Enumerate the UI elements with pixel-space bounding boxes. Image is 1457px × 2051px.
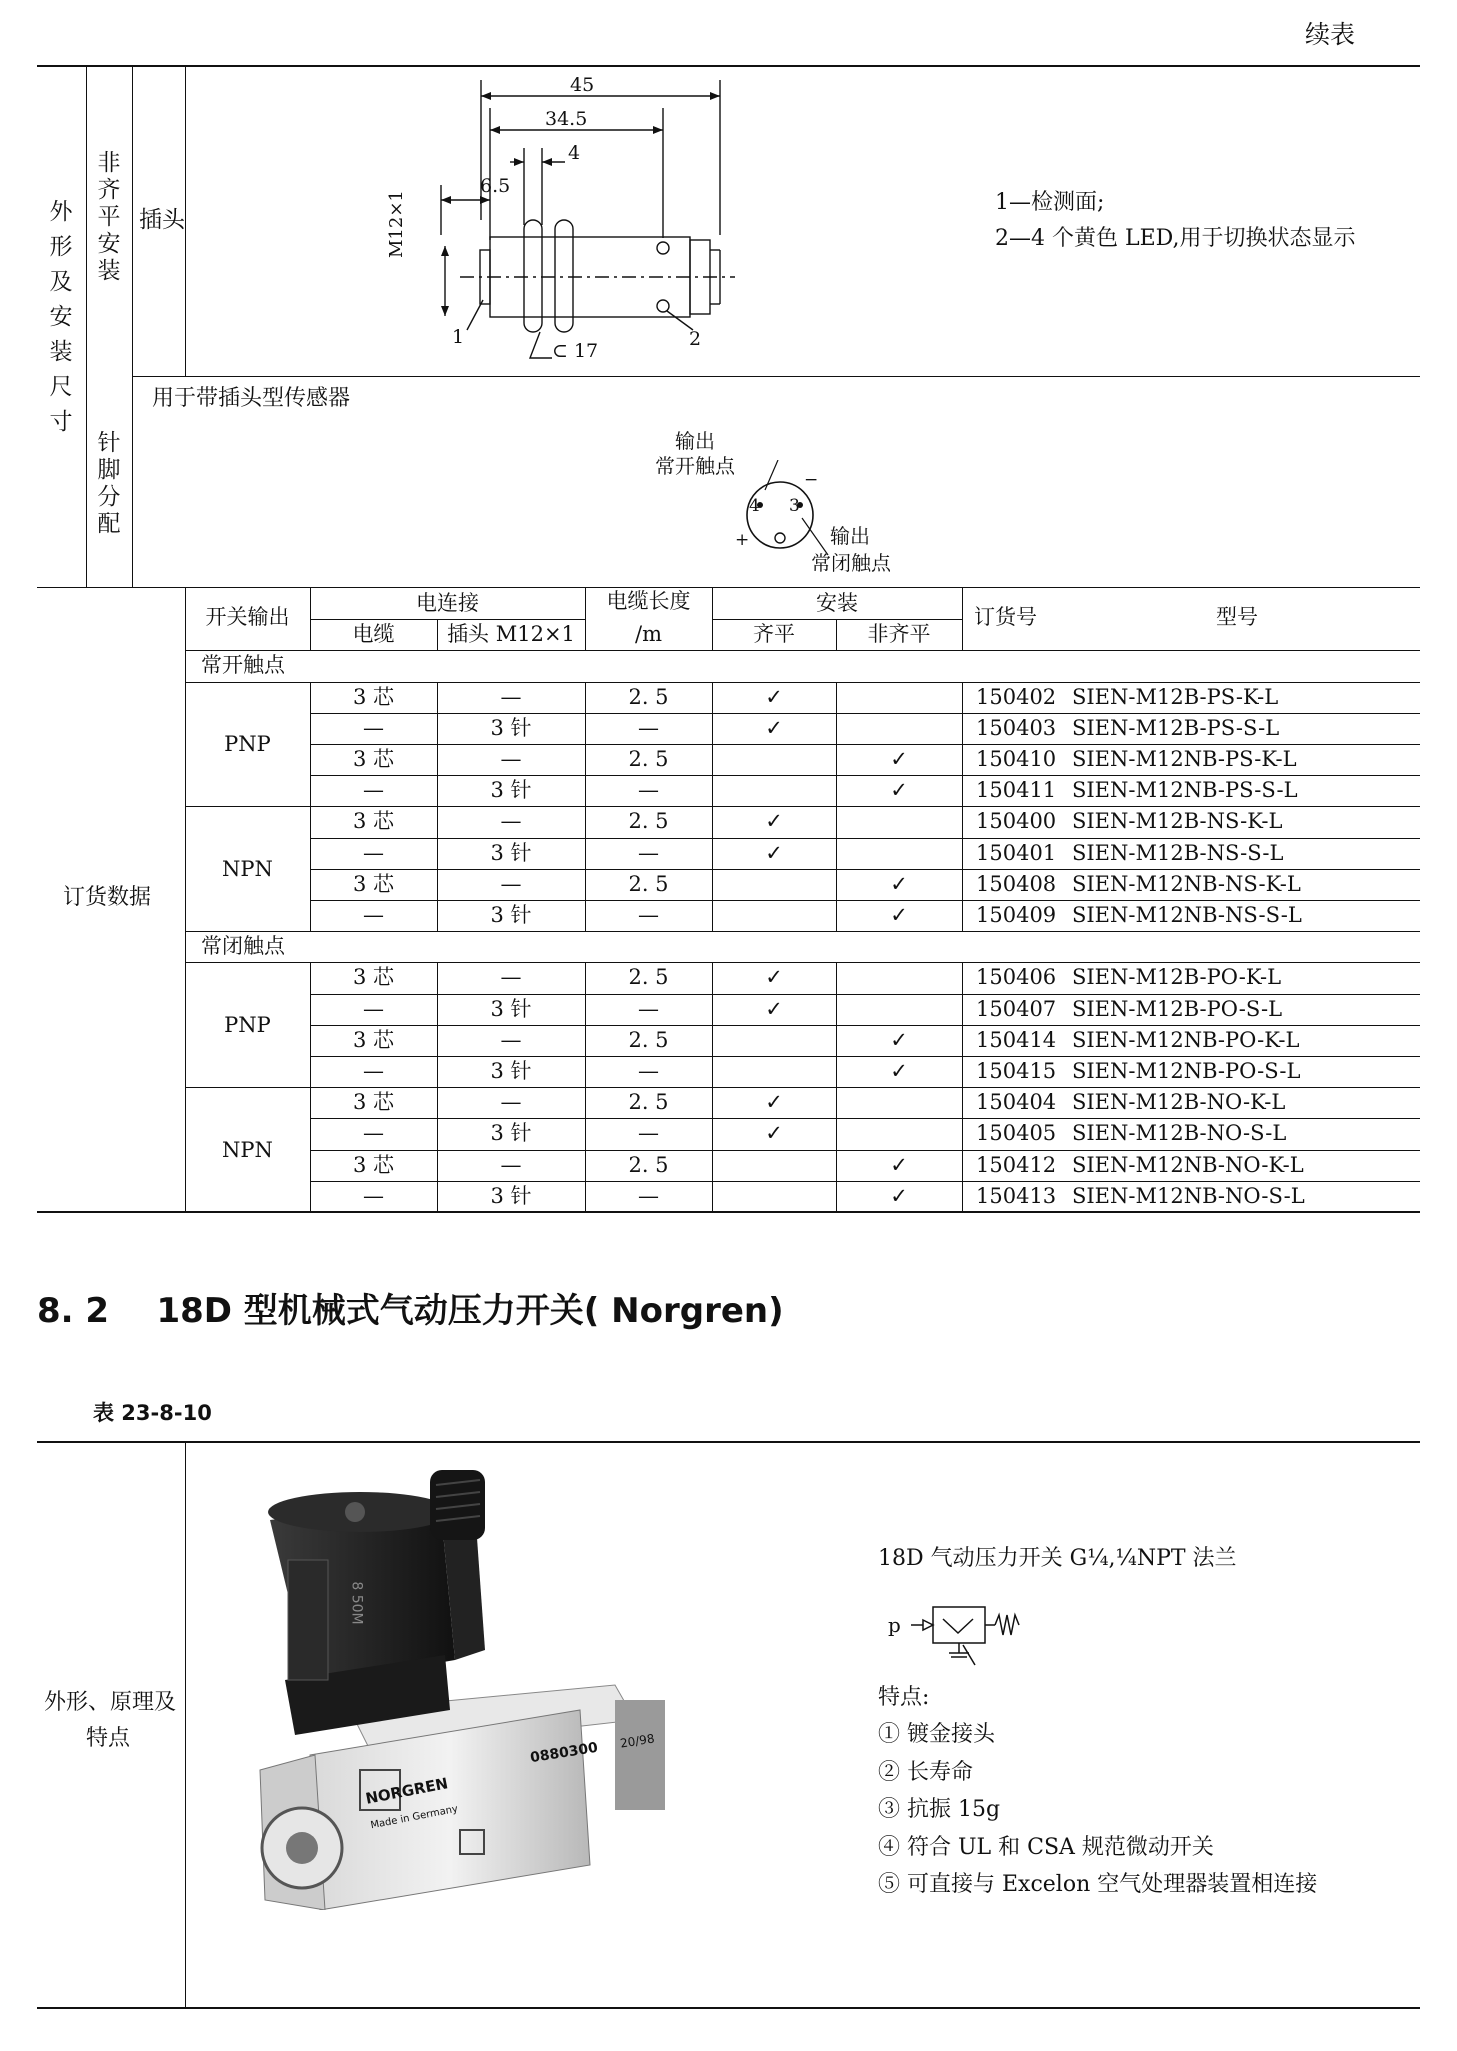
product-side-label-1: 外形、原理及 <box>44 1690 177 1715</box>
cell-model: SIEN-M12B-NO-S-L <box>1072 1121 1287 1146</box>
header-model: 型号 <box>1216 605 1258 629</box>
header-flush: 齐平 <box>753 622 795 647</box>
header-electrical: 电连接 <box>416 591 479 615</box>
cell-cable-length: 2. 5 <box>628 1027 669 1052</box>
pin-output-no-2: 常开触点 <box>655 454 735 478</box>
cell-cable: — <box>363 840 384 865</box>
cell-cable: — <box>363 778 384 803</box>
cell-plug: — <box>500 965 522 990</box>
header-rule <box>712 619 962 620</box>
photo-cap-label: 8 50M <box>348 1581 365 1625</box>
cell-order-number: 150407 <box>976 996 1057 1021</box>
note-1: 1—检测面; <box>995 190 1105 215</box>
cell-plug: 3 针 <box>490 1121 532 1146</box>
order-side-label: 订货数据 <box>63 885 152 910</box>
pin-plus: + <box>735 530 750 550</box>
cell-plug: — <box>500 871 522 896</box>
header-install: 安装 <box>816 591 858 615</box>
cell-model: SIEN-M12NB-NO-S-L <box>1072 1183 1305 1208</box>
cell-cable-length: 2. 5 <box>628 747 669 771</box>
dim-thread: M12×1 <box>386 190 407 258</box>
product-side-label-2: 特点 <box>86 1726 131 1751</box>
photo-part-number: 0880300 <box>529 1739 600 1767</box>
cell-nonflush-check: ✓ <box>890 871 908 896</box>
cell-plug: 3 针 <box>490 996 532 1021</box>
cell-plug: 3 针 <box>490 778 532 803</box>
cell-plug: 3 针 <box>490 903 532 927</box>
section-number: 8. 2 <box>37 1291 110 1331</box>
cell-cable: — <box>363 1121 384 1146</box>
cell-flush-check: ✓ <box>765 715 783 740</box>
product-top-rule <box>37 1441 1420 1443</box>
cell-cable-length: — <box>638 1059 659 1083</box>
cell-cable: — <box>363 903 384 927</box>
divider <box>185 1442 186 2008</box>
cell-nonflush-check: ✓ <box>890 778 908 803</box>
cell-order-number: 150403 <box>976 715 1057 740</box>
feature-item: ④ 符合 UL 和 CSA 规范微动开关 <box>878 1834 1214 1860</box>
cell-model: SIEN-M12B-PO-S-L <box>1072 996 1283 1021</box>
cell-order-number: 150410 <box>976 747 1057 771</box>
sub-label-plug: 插头 <box>139 207 185 233</box>
table-caption: 表 23-8-10 <box>93 1401 212 1425</box>
cell-order-number: 150401 <box>976 840 1057 865</box>
cell-order-number: 150408 <box>976 871 1057 896</box>
cell-cable-length: — <box>638 1121 659 1146</box>
cell-cable: 3 芯 <box>352 684 395 709</box>
cell-cable: — <box>363 996 384 1021</box>
cell-order-number: 150402 <box>976 684 1057 709</box>
cell-cable-length: 2. 5 <box>628 965 669 990</box>
cell-plug: 3 针 <box>490 840 532 865</box>
cell-flush-check: ✓ <box>765 1090 783 1115</box>
header-plug: 插头 M12×1 <box>447 622 575 647</box>
cell-flush-check: ✓ <box>765 684 783 709</box>
cell-cable-length: — <box>638 996 659 1021</box>
cell-model: SIEN-M12NB-PS-S-L <box>1072 778 1298 803</box>
cell-model: SIEN-M12B-PS-S-L <box>1072 715 1280 740</box>
cell-plug: — <box>500 1090 522 1115</box>
cell-nonflush-check: ✓ <box>890 1152 908 1177</box>
cell-order-number: 150406 <box>976 965 1057 990</box>
symbol-p-label: p <box>888 1613 901 1637</box>
cell-flush-check: ✓ <box>765 1121 783 1146</box>
pressure-switch-symbol <box>903 1597 1033 1667</box>
cell-nonflush-check: ✓ <box>890 903 908 927</box>
section-title: 18D 型机械式气动压力开关( Norgren) <box>156 1291 784 1331</box>
cell-cable-length: 2. 5 <box>628 684 669 709</box>
cell-cable-length: — <box>638 1183 659 1208</box>
contact-type-label: 常开触点 <box>201 653 285 678</box>
photo-date: 20/98 <box>619 1731 656 1751</box>
note-2: 2—4 个黄色 LED,用于切换状态显示 <box>995 226 1356 251</box>
cell-model: SIEN-M12B-NO-K-L <box>1072 1090 1286 1115</box>
pin-output-nc-2: 常闭触点 <box>811 551 891 575</box>
cell-model: SIEN-M12B-NS-K-L <box>1072 809 1283 834</box>
output-type-label: PNP <box>224 732 271 756</box>
cell-plug: 3 针 <box>490 1183 532 1208</box>
pressure-switch-photo <box>240 1470 670 1910</box>
col-rule <box>310 588 311 650</box>
cell-cable: — <box>363 1059 384 1083</box>
cell-flush-check: ✓ <box>765 809 783 834</box>
cell-nonflush-check: ✓ <box>890 747 908 771</box>
cell-cable: — <box>363 715 384 740</box>
pin-output-nc-1: 输出 <box>830 524 870 548</box>
cell-cable: 3 芯 <box>352 965 395 990</box>
product-bottom-rule <box>37 2007 1420 2009</box>
contact-type-label: 常闭触点 <box>201 934 285 959</box>
cell-nonflush-check: ✓ <box>890 1183 908 1208</box>
col-rule <box>712 588 713 650</box>
cell-cable: 3 芯 <box>352 809 395 834</box>
cell-plug: — <box>500 1152 522 1177</box>
header-col-rule <box>836 619 837 650</box>
cell-order-number: 150413 <box>976 1183 1057 1208</box>
cell-model: SIEN-M12NB-PS-K-L <box>1072 747 1297 771</box>
cell-plug: — <box>500 684 522 709</box>
feature-item: ③ 抗振 15g <box>878 1797 1001 1822</box>
cell-flush-check: ✓ <box>765 996 783 1021</box>
header-nonflush: 非齐平 <box>867 622 931 647</box>
cell-cable-length: — <box>638 715 659 740</box>
dim-34-5: 34.5 <box>545 108 588 130</box>
header-order-number: 订货号 <box>974 605 1037 629</box>
dim-4: 4 <box>568 142 581 164</box>
cell-model: SIEN-M12B-PS-K-L <box>1072 684 1279 709</box>
cell-nonflush-check: ✓ <box>890 1027 908 1052</box>
cell-model: SIEN-M12NB-NS-K-L <box>1072 871 1301 896</box>
cell-order-number: 150412 <box>976 1152 1057 1177</box>
cell-cable: 3 芯 <box>352 871 395 896</box>
cell-plug: — <box>500 747 522 771</box>
cell-order-number: 150409 <box>976 903 1057 927</box>
dim-45: 45 <box>570 74 595 96</box>
cell-plug: 3 针 <box>490 1059 532 1083</box>
dim-6-5: 6.5 <box>480 175 511 197</box>
feature-item: ⑤ 可直接与 Excelon 空气处理器装置相连接 <box>878 1872 1318 1897</box>
feature-item: ① 镀金接头 <box>878 1722 995 1747</box>
product-name: 18D 气动压力开关 G¼,¼NPT 法兰 <box>878 1546 1237 1571</box>
dim-label-1: 1 <box>452 326 465 348</box>
cell-cable: — <box>363 1183 384 1208</box>
dim-label-2: 2 <box>689 328 702 350</box>
cell-cable-length: — <box>638 903 659 927</box>
col-rule <box>585 588 586 650</box>
table-bottom-rule <box>37 1211 1420 1213</box>
cell-model: SIEN-M12B-PO-K-L <box>1072 965 1282 990</box>
page-header: 续表 <box>1305 20 1356 49</box>
wrench-icon: ⊂ <box>552 340 574 362</box>
cell-order-number: 150415 <box>976 1059 1057 1083</box>
cell-cable: 3 芯 <box>352 1152 395 1177</box>
pin-4: 4 <box>749 496 760 516</box>
feature-item: ② 长寿命 <box>878 1759 973 1785</box>
cell-cable-length: 2. 5 <box>628 809 669 834</box>
header-switch-output: 开关输出 <box>205 605 290 629</box>
cell-cable-length: — <box>638 840 659 865</box>
cell-order-number: 150404 <box>976 1090 1057 1115</box>
cell-model: SIEN-M12B-NS-S-L <box>1072 840 1284 865</box>
cell-plug: — <box>500 1027 522 1052</box>
group-label-dimensions: 外形及安装尺寸 <box>49 199 73 435</box>
header-cable-length: 电缆长度 <box>606 589 691 613</box>
header-cable-length-unit: /m <box>635 622 662 647</box>
pin-3: 3 <box>789 496 800 516</box>
cell-model: SIEN-M12NB-NO-K-L <box>1072 1152 1304 1177</box>
section-heading <box>37 1283 784 1332</box>
output-type-label: PNP <box>224 1012 271 1037</box>
pin-minus: − <box>804 470 819 490</box>
sub-label-pin: 针脚分配 <box>97 430 121 537</box>
cell-cable: 3 芯 <box>352 747 395 771</box>
output-type-label: NPN <box>222 1137 273 1162</box>
cell-order-number: 150400 <box>976 809 1057 834</box>
cell-plug: 3 针 <box>490 715 532 740</box>
cell-cable-length: 2. 5 <box>628 871 669 896</box>
cell-order-number: 150405 <box>976 1121 1057 1146</box>
cell-cable: 3 芯 <box>352 1027 395 1052</box>
cell-model: SIEN-M12NB-PO-K-L <box>1072 1027 1300 1052</box>
cell-order-number: 150411 <box>976 778 1057 803</box>
header-col-rule <box>437 619 438 650</box>
cell-flush-check: ✓ <box>765 965 783 990</box>
pin-output-no-1: 输出 <box>675 429 715 453</box>
features-title: 特点: <box>878 1685 930 1710</box>
col-rule <box>962 588 963 650</box>
header-cable: 电缆 <box>352 622 395 647</box>
cell-cable: 3 芯 <box>352 1090 395 1115</box>
cell-cable-length: 2. 5 <box>628 1090 669 1115</box>
cell-cable-length: — <box>638 778 659 803</box>
cell-cable-length: 2. 5 <box>628 1152 669 1177</box>
cell-model: SIEN-M12NB-PO-S-L <box>1072 1059 1301 1083</box>
cell-plug: — <box>500 809 522 834</box>
photo-brand: NORGREN <box>364 1774 450 1808</box>
header-rule <box>310 619 585 620</box>
output-type-label: NPN <box>222 856 273 881</box>
cell-order-number: 150414 <box>976 1027 1057 1052</box>
cell-flush-check: ✓ <box>765 840 783 865</box>
photo-made-in: Made in Germany <box>369 1803 459 1832</box>
pin-caption: 用于带插头型传感器 <box>152 386 351 411</box>
sub-label-nonflush: 非齐平安装 <box>97 150 121 284</box>
cell-model: SIEN-M12NB-NS-S-L <box>1072 903 1302 927</box>
wrench-size-value: 17 <box>573 340 599 362</box>
cell-nonflush-check: ✓ <box>890 1059 908 1083</box>
